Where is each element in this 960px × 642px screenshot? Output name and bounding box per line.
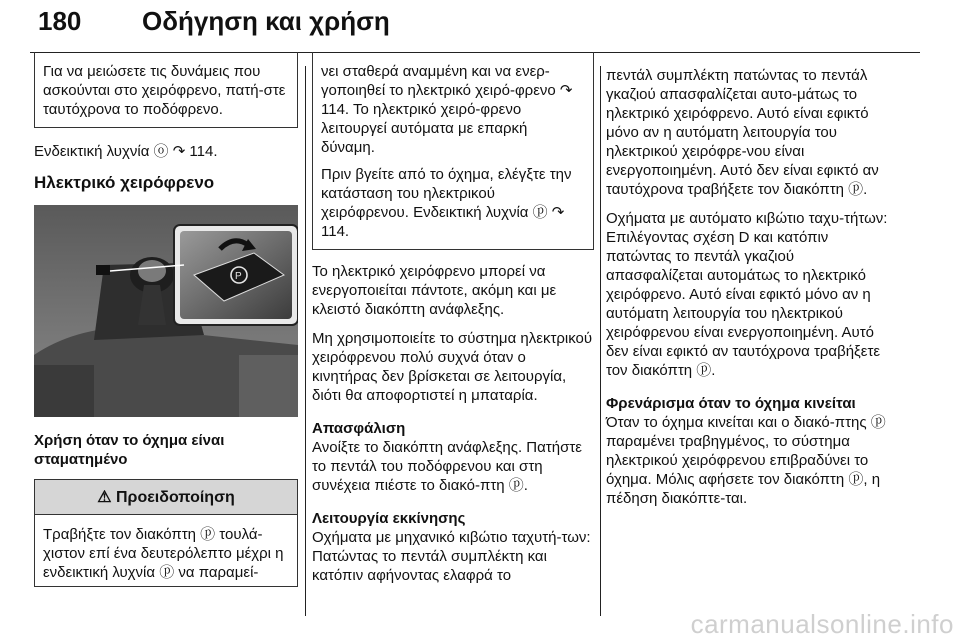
indicator-reference: Ενδεικτική λυχνία ⓞ ↷ 114. <box>34 143 218 160</box>
section-title: Ηλεκτρικό χειρόφρενο <box>34 173 215 192</box>
warning-continued-box <box>312 52 594 250</box>
heading-braking: Φρενάρισμα όταν το όχημα κινείται <box>606 395 856 412</box>
column-3 <box>606 52 892 630</box>
watermark: carmanualsonline.info <box>690 609 954 639</box>
svg-text:P: P <box>235 271 242 282</box>
paragraph: Μη χρησιμοποιείτε το σύστημα ηλεκτρικού χειρόφρενου πολύ συχνά όταν ο κινητήρας δεν βρίσκεται σε λειτουργία, διότι θα αποφορτιστεί η μπαταρία. <box>312 330 593 404</box>
warning-continued-text: νει σταθερά αναμμένη και να ενερ-γοποιηθεί το ηλεκτρικό χειρό-φρενο ↷ 114. Το ηλεκτρικό χειρό-φρενο λειτουργεί αυτόματα με επαρκή δύναμη. <box>321 63 573 156</box>
paragraph: Το ηλεκτρικό χειρόφρενο μπορεί να ενεργοποιείται πάντοτε, ακόμη και με κλειστό διακόπτη ανάφλεξης. <box>312 263 557 318</box>
heading-startup: Λειτουργία εκκίνησης <box>312 510 466 527</box>
column-divider <box>600 66 601 616</box>
release-text: Ανοίξτε το διακόπτη ανάφλεξης. Πατήστε το πεντάλ του ποδόφρενου και στη συνέχεια πιέστε το διακό-πτη ⓟ. <box>312 439 582 494</box>
warning-continued-text-2: Πριν βγείτε από το όχημα, ελέγξτε την κατάσταση του ηλεκτρικού χειρόφρενου. Ενδεικτική λυχνία ⓟ ↷ 114. <box>321 166 572 240</box>
warning-triangle-icon: ⚠ <box>97 489 112 506</box>
column-2 <box>312 52 594 630</box>
warning-text: Τραβήξτε τον διακόπτη ⓟ τουλά-χιστον επί ένα δευτερόλεπτο μέχρι η ενδεικτική λυχνία ⓟ να παραμεί- <box>43 526 284 581</box>
parking-brake-photo <box>34 205 298 417</box>
parking-brake-illustration <box>34 205 298 417</box>
warning-title: Προειδοποίηση <box>115 489 235 506</box>
continued-note-box <box>34 52 298 128</box>
page-number: 180 <box>38 6 82 36</box>
warning-box <box>34 479 298 587</box>
paragraph: Οχήματα με αυτόματο κιβώτιο ταχυ-τήτων: Επιλέγοντας σχέση D και κατόπιν πατώντας το πεντάλ γκαζιού απασφαλίζεται αυτομάτως το ηλεκτρικό χειρόφρενο. Αυτό είναι εφικτό μόνο αν η αυτόματη λειτουργία του ηλεκτρικού χειρόφρενου είναι ενεργοποιημένη. Αυτό δεν είναι εφικτό αν ταυτόχρονα τραβήξετε τον διακόπτη ⓟ. <box>606 210 888 379</box>
page-title: Οδήγηση και χρήση <box>142 6 390 36</box>
column-divider <box>305 66 306 616</box>
column-1 <box>34 52 298 630</box>
braking-text: Όταν το όχημα κινείται και ο διακό-πτης ⓟ παραμένει τραβηγμένος, το σύστημα ηλεκτρικού χειρόφρενου επιβραδύνει το όχημα. Μόλις αφήσετε τον διακόπτη ⓟ, η πέδηση διακόπτε-ται. <box>606 414 886 507</box>
paragraph: πεντάλ συμπλέκτη πατώντας το πεντάλ γκαζιού απασφαλίζεται αυτο-μάτως το ηλεκτρικό χειρόφρενο. Αυτό είναι εφικτό μόνο αν η αυτόματη λειτουργία του ηλεκτρικού χειρόφρε-νου είναι ενεργοποιημένη. Αυτό δεν είναι εφικτό αν ταυτόχρονα τραβήξετε τον διακόπτη ⓟ. <box>606 67 879 198</box>
heading-release: Απασφάλιση <box>312 420 406 437</box>
note-text: Για να μειώσετε τις δυνάμεις που ασκούνται στο χειρόφρενο, πατή-στε ταυτόχρονα το ποδόφρενο. <box>43 63 286 118</box>
startup-text: Οχήματα με μηχανικό κιβώτιο ταχυτή-των: Πατώντας το πεντάλ συμπλέκτη και κατόπιν αφήνοντας ελαφρά το <box>312 529 591 584</box>
subsection-title: Χρήση όταν το όχημα είναι σταματημένο <box>34 432 225 468</box>
page-header <box>30 0 920 53</box>
warning-header <box>35 480 297 515</box>
